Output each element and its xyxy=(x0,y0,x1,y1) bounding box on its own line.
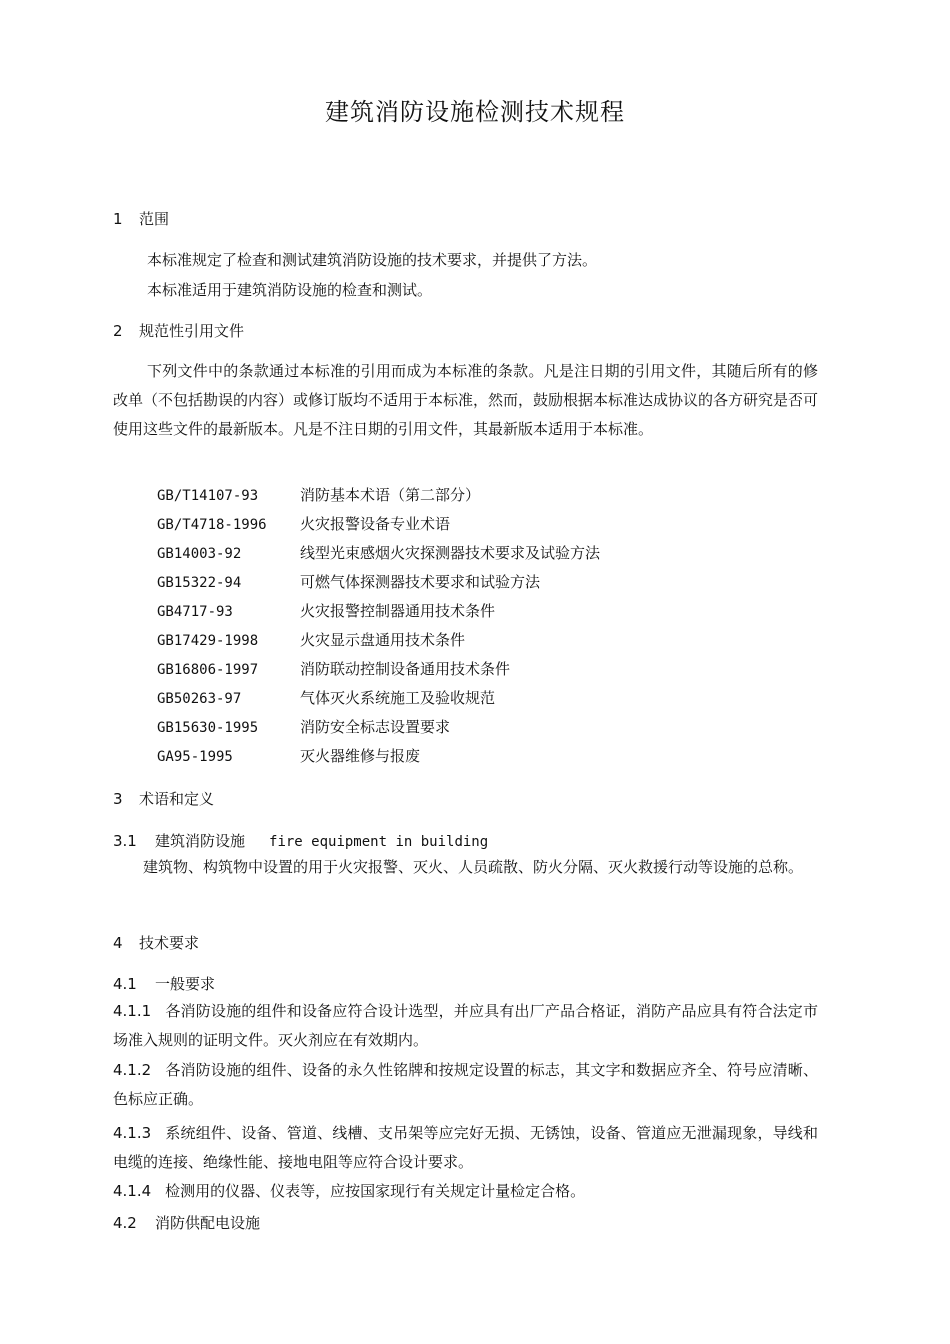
section-2-paragraph: 下列文件中的条款通过本标准的引用而成为本标准的条款。凡是注日期的引用文件，其随后所有的修改单（不包括勘误的内容）或修订版均不适用于本标准，然而，鼓励根据本标准达成协议的各方研究是否可使用这些文件的最新版本。凡是不注日期的引用文件，其最新版本适用于本标准。 xyxy=(113,362,819,438)
section-number: 1 xyxy=(113,210,123,228)
reference-code: GB4717-93 xyxy=(157,604,233,620)
clause-number: 4.1.4 xyxy=(113,1182,152,1200)
reference-code: GB15322-94 xyxy=(157,575,242,591)
section-title: 术语和定义 xyxy=(139,790,215,808)
section-title: 技术要求 xyxy=(139,934,200,952)
section-number: 4 xyxy=(113,934,123,952)
clause-number: 4.1.2 xyxy=(113,1061,152,1079)
section-title: 规范性引用文件 xyxy=(139,322,245,340)
reference-code: GB17429-1998 xyxy=(157,633,259,649)
section-title: 范围 xyxy=(139,210,170,228)
reference-item xyxy=(157,655,600,684)
reference-item xyxy=(157,713,600,742)
reference-code: GB15630-1995 xyxy=(157,720,259,736)
reference-code: GA95-1995 xyxy=(157,749,233,765)
document-title: 建筑消防设施检测技术规程 xyxy=(325,98,625,126)
reference-name: 消防基本术语（第二部分） xyxy=(300,486,481,504)
reference-item xyxy=(157,539,600,568)
clause-4-1-1 xyxy=(113,997,818,1055)
section-number: 3 xyxy=(113,790,123,808)
clause-text: 各消防设施的组件和设备应符合设计选型，并应具有出厂产品合格证，消防产品应具有符合法定市场准入规则的证明文件。灭火剂应在有效期内。 xyxy=(113,1002,818,1049)
normative-references-list xyxy=(157,481,600,771)
reference-name: 气体灭火系统施工及验收规范 xyxy=(300,689,496,707)
subsection-english-term: fire equipment in building xyxy=(269,834,489,850)
reference-code: GB50263-97 xyxy=(157,691,242,707)
clause-text: 检测用的仪器、仪表等，应按国家现行有关规定计量检定合格。 xyxy=(165,1182,586,1200)
reference-item xyxy=(157,626,600,655)
subsection-title: 消防供配电设施 xyxy=(155,1214,261,1232)
reference-item xyxy=(157,597,600,626)
subsection-title: 一般要求 xyxy=(155,975,216,993)
section-1-paragraph-2: 本标准适用于建筑消防设施的检查和测试。 xyxy=(147,281,433,299)
subsection-title: 建筑消防设施 xyxy=(155,832,246,850)
reference-item xyxy=(157,481,600,510)
clause-text: 系统组件、设备、管道、线槽、支吊架等应完好无损、无锈蚀，设备、管道应无泄漏现象，导线和电缆的连接、绝缘性能、接地电阻等应符合设计要求。 xyxy=(113,1124,818,1171)
subsection-number: 3.1 xyxy=(113,832,137,850)
clause-4-1-2 xyxy=(113,1056,818,1114)
reference-item xyxy=(157,510,600,539)
section-1-paragraph-1: 本标准规定了检查和测试建筑消防设施的技术要求，并提供了方法。 xyxy=(147,251,598,269)
reference-item xyxy=(157,684,600,713)
reference-code: GB/T4718-1996 xyxy=(157,517,267,533)
subsection-4-1-heading xyxy=(113,973,215,994)
clause-4-1-4 xyxy=(113,1177,818,1206)
subsection-number: 4.1 xyxy=(113,975,137,993)
section-4-heading xyxy=(113,932,199,953)
reference-name: 灭火器维修与报废 xyxy=(300,747,421,765)
clause-text: 各消防设施的组件、设备的永久性铭牌和按规定设置的标志，其文字和数据应齐全、符号应清晰、色标应正确。 xyxy=(113,1061,818,1108)
reference-name: 火灾报警控制器通用技术条件 xyxy=(300,602,496,620)
section-2-heading xyxy=(113,320,244,341)
reference-name: 火灾显示盘通用技术条件 xyxy=(300,631,466,649)
section-1-heading xyxy=(113,208,169,229)
reference-name: 火灾报警设备专业术语 xyxy=(300,515,451,533)
reference-code: GB/T14107-93 xyxy=(157,488,259,504)
subsection-3-1-heading xyxy=(113,830,488,851)
subsection-3-1-definition: 建筑物、构筑物中设置的用于火灾报警、灭火、人员疏散、防火分隔、灭火救援行动等设施的总称。 xyxy=(143,858,804,876)
reference-item xyxy=(157,568,600,597)
clause-4-1-3 xyxy=(113,1119,818,1177)
section-3-heading xyxy=(113,788,214,809)
reference-code: GB16806-1997 xyxy=(157,662,259,678)
reference-name: 消防安全标志设置要求 xyxy=(300,718,451,736)
reference-item xyxy=(157,742,600,771)
subsection-number: 4.2 xyxy=(113,1214,137,1232)
reference-name: 消防联动控制设备通用技术条件 xyxy=(300,660,511,678)
clause-number: 4.1.1 xyxy=(113,1002,152,1020)
reference-code: GB14003-92 xyxy=(157,546,242,562)
clause-number: 4.1.3 xyxy=(113,1124,152,1142)
reference-name: 线型光束感烟火灾探测器技术要求及试验方法 xyxy=(300,544,601,562)
section-number: 2 xyxy=(113,322,123,340)
subsection-4-2-heading xyxy=(113,1212,260,1233)
reference-name: 可燃气体探测器技术要求和试验方法 xyxy=(300,573,541,591)
